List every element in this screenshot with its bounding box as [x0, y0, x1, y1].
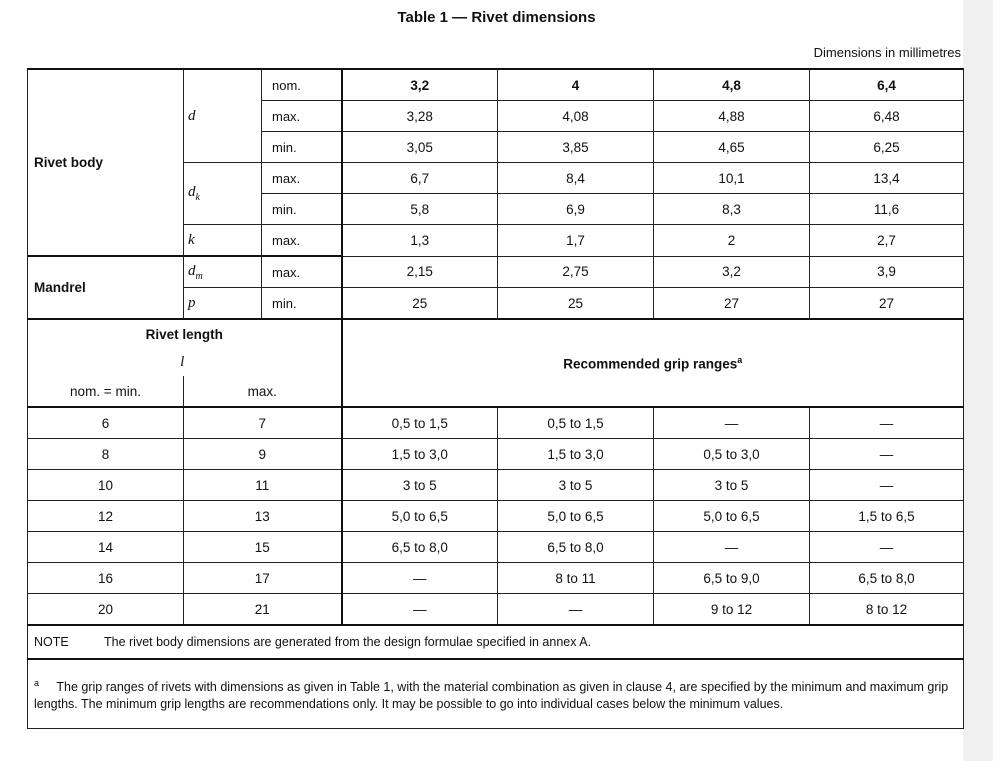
length-nom-cell: 14: [28, 532, 184, 563]
symbol-p: p: [184, 288, 262, 320]
grip-range-cell: 0,5 to 1,5: [498, 407, 654, 439]
value-cell: 10,1: [654, 163, 810, 194]
grip-range-cell: 8 to 11: [498, 563, 654, 594]
grip-range-cell: —: [810, 470, 964, 501]
value-cell: 8,4: [498, 163, 654, 194]
grip-range-cell: 6,5 to 9,0: [654, 563, 810, 594]
group-label-mandrel: Mandrel: [28, 256, 184, 319]
grip-range-cell: 3 to 5: [498, 470, 654, 501]
value-cell: 27: [810, 288, 964, 320]
length-max-cell: 11: [184, 470, 342, 501]
limit-label: min.: [262, 288, 342, 320]
limit-label: min.: [262, 194, 342, 225]
grip-range-cell: —: [810, 532, 964, 563]
table-row: [28, 256, 964, 288]
grip-range-cell: —: [342, 563, 498, 594]
length-max-cell: 17: [184, 563, 342, 594]
limit-label: max.: [262, 225, 342, 257]
value-cell: 2,75: [498, 256, 654, 288]
value-cell: 27: [654, 288, 810, 320]
grip-range-cell: 3 to 5: [342, 470, 498, 501]
length-max-cell: 21: [184, 594, 342, 626]
value-cell: 3,05: [342, 132, 498, 163]
limit-label: max.: [262, 101, 342, 132]
symbol-dm: [184, 256, 262, 288]
value-cell: 25: [498, 288, 654, 320]
table-row: [28, 407, 964, 439]
table-row: [28, 319, 964, 348]
footnote-mark: a: [34, 677, 40, 688]
grip-range-cell: 0,5 to 1,5: [342, 407, 498, 439]
value-cell: 6,25: [810, 132, 964, 163]
table-row: [28, 532, 964, 563]
grip-range-cell: 5,0 to 6,5: [498, 501, 654, 532]
grip-range-cell: —: [654, 532, 810, 563]
page-margin-strip: [963, 0, 993, 761]
table-row: [28, 501, 964, 532]
table-row: [28, 659, 964, 729]
value-cell: 3,9: [810, 256, 964, 288]
symbol-letter: d: [188, 262, 196, 279]
grip-range-cell: 9 to 12: [654, 594, 810, 626]
units-note: Dimensions in millimetres: [813, 45, 961, 60]
group-label-rivet-body: Rivet body: [28, 69, 184, 256]
length-max-cell: 7: [184, 407, 342, 439]
length-max-cell: 15: [184, 532, 342, 563]
grip-range-cell: —: [654, 407, 810, 439]
grip-range-cell: 5,0 to 6,5: [654, 501, 810, 532]
grip-range-cell: —: [810, 407, 964, 439]
value-cell: 3,85: [498, 132, 654, 163]
symbol-d: d: [184, 69, 262, 163]
grip-ranges-label: Recommended grip ranges: [563, 356, 738, 372]
grip-range-cell: 8 to 12: [810, 594, 964, 626]
grip-range-cell: 6,5 to 8,0: [810, 563, 964, 594]
value-cell: 4,08: [498, 101, 654, 132]
grip-range-cell: —: [810, 439, 964, 470]
grip-ranges-header: [342, 319, 964, 407]
value-cell: 6,7: [342, 163, 498, 194]
table-row: [28, 625, 964, 659]
grip-range-cell: —: [342, 594, 498, 626]
length-nom-cell: 20: [28, 594, 184, 626]
table-row: [28, 594, 964, 626]
table-row: [28, 563, 964, 594]
length-max-cell: 13: [184, 501, 342, 532]
value-cell: 1,3: [342, 225, 498, 257]
value-cell: 2,7: [810, 225, 964, 257]
value-cell: 3,2: [654, 256, 810, 288]
grip-range-cell: 1,5 to 3,0: [342, 439, 498, 470]
length-nom-cell: 6: [28, 407, 184, 439]
length-max-cell: 9: [184, 439, 342, 470]
value-cell: 8,3: [654, 194, 810, 225]
note-label: NOTE: [34, 634, 69, 649]
limit-label: min.: [262, 132, 342, 163]
value-cell: 6,48: [810, 101, 964, 132]
nominal-diameter-cell: 6,4: [810, 69, 964, 101]
rivet-dimensions-table: [27, 68, 964, 729]
limit-label: max.: [262, 256, 342, 288]
grip-range-cell: 1,5 to 3,0: [498, 439, 654, 470]
table-row: [28, 69, 964, 101]
rivet-length-symbol: l: [28, 348, 342, 376]
symbol-subscript: m: [195, 270, 203, 282]
grip-range-cell: —: [498, 594, 654, 626]
length-nom-cell: 8: [28, 439, 184, 470]
nominal-length-header: nom. = min.: [28, 376, 184, 407]
grip-range-cell: 3 to 5: [654, 470, 810, 501]
grip-range-cell: 6,5 to 8,0: [342, 532, 498, 563]
value-cell: 11,6: [810, 194, 964, 225]
symbol-subscript: k: [195, 192, 200, 203]
limit-label: nom.: [262, 69, 342, 101]
value-cell: 5,8: [342, 194, 498, 225]
value-cell: 1,7: [498, 225, 654, 257]
table-title: Table 1 — Rivet dimensions: [397, 9, 596, 26]
table-row: [28, 439, 964, 470]
table-row: [28, 470, 964, 501]
symbol-dk: [184, 163, 262, 225]
limit-label: max.: [262, 163, 342, 194]
footnote-text: The grip ranges of rivets with dimensions as given in Table 1, with the material combination as given in clause 4, are specified by the minimum and maximum grip lengths. The minimum grip lengths are recommendations only. It may be possible to go into individual cases below the minimum values.: [34, 680, 949, 712]
value-cell: 2: [654, 225, 810, 257]
length-nom-cell: 10: [28, 470, 184, 501]
rivet-length-header: Rivet length: [28, 319, 342, 348]
nominal-diameter-cell: 3,2: [342, 69, 498, 101]
nominal-diameter-cell: 4,8: [654, 69, 810, 101]
grip-range-cell: 6,5 to 8,0: [498, 532, 654, 563]
nominal-diameter-cell: 4: [498, 69, 654, 101]
length-nom-cell: 12: [28, 501, 184, 532]
value-cell: 3,28: [342, 101, 498, 132]
value-cell: 4,88: [654, 101, 810, 132]
table-footnote: [28, 659, 964, 729]
symbol-letter: d: [188, 184, 196, 200]
symbol-k: k: [184, 225, 262, 257]
grip-range-cell: 1,5 to 6,5: [810, 501, 964, 532]
value-cell: 6,9: [498, 194, 654, 225]
length-nom-cell: 16: [28, 563, 184, 594]
value-cell: 2,15: [342, 256, 498, 288]
value-cell: 13,4: [810, 163, 964, 194]
max-length-header: max.: [184, 376, 342, 407]
table-note: [28, 625, 964, 659]
grip-range-cell: 5,0 to 6,5: [342, 501, 498, 532]
note-text: The rivet body dimensions are generated from the design formulae specified in annex A.: [104, 634, 592, 649]
footnote-marker: a: [737, 354, 743, 365]
value-cell: 25: [342, 288, 498, 320]
value-cell: 4,65: [654, 132, 810, 163]
grip-range-cell: 0,5 to 3,0: [654, 439, 810, 470]
